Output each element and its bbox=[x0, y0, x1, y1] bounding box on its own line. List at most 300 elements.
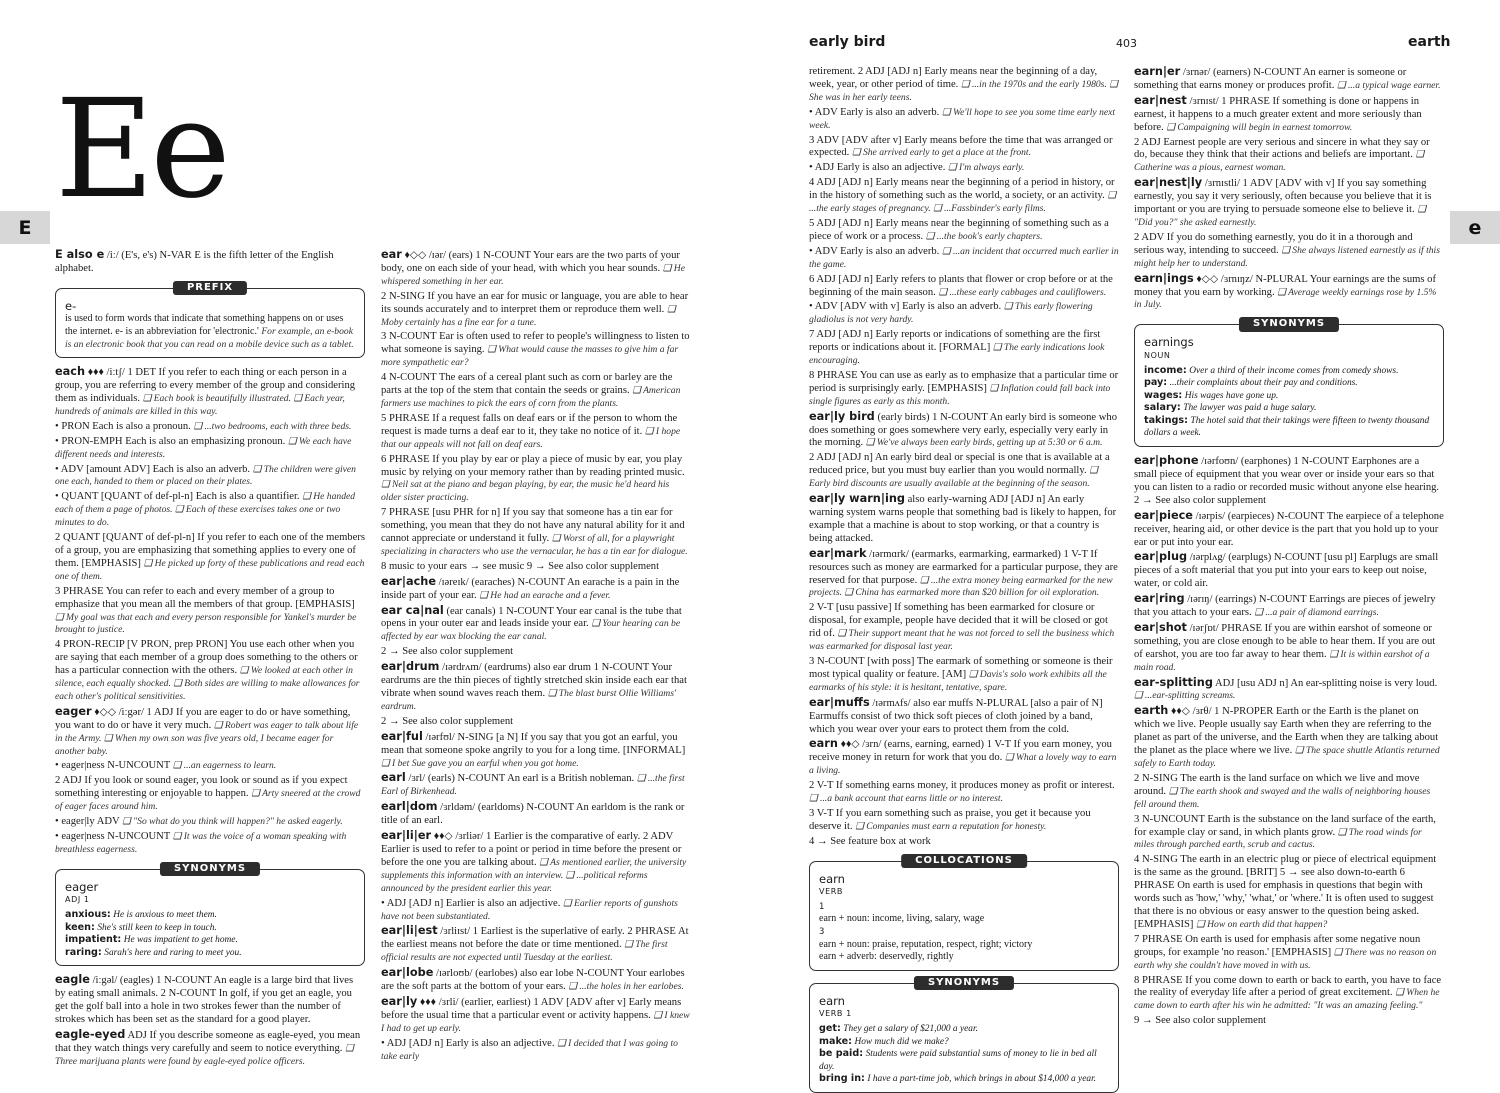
page-number: 403 bbox=[1116, 37, 1137, 50]
definition: 2 ADJ Earnest people are very serious and sincere in what they say or do, because they think that their actions and beliefs are important. bbox=[1134, 136, 1430, 161]
dictionary-entry bbox=[1134, 622, 1444, 675]
definition: /ɜrnɪstli/ 1 ADV [ADV with v] If you say something earnestly, you say it very seriously, often because you believe that it is important or you are trying to persuade someone else to believe it. bbox=[1134, 178, 1432, 216]
definition: 9 → See also color supplement bbox=[1134, 1015, 1267, 1027]
example: ❑ ...two bedrooms, each with three beds. bbox=[193, 420, 352, 432]
dictionary-entry bbox=[55, 464, 365, 490]
dictionary-entry bbox=[55, 639, 365, 704]
headword: ear ca|nal bbox=[381, 603, 444, 617]
example: ❑ ...an incident that occurred much earlier in the game. bbox=[809, 245, 1119, 270]
definition: /ɪərloʊb/ (earlobes) also ear lobe N-COUNT Your earlobes are the soft parts at the bottom of your ears. bbox=[381, 968, 685, 993]
headword: each bbox=[55, 365, 86, 379]
headword: ear|nest|ly bbox=[1134, 176, 1203, 190]
example: ❑ Worst of all, for a playwright specializing in characters who use the vernacular, he has a tin ear for dialogue. bbox=[381, 533, 688, 557]
definition: 4 N-SING The earth in an electric plug or piece of electrical equipment is the same as the ground. [BRIT] 5 → see also down-to-earth 6 PHRASE On earth is used for emphasis in questions that begin with words such as 'how,' 'why,' 'what,' or 'where.' It is often used to suggest that there is no obvious or easy answer to the question being asked. [EMPHASIS] bbox=[1134, 854, 1437, 930]
definition: 8 PHRASE You can use as early as to emphasize that a particular time or period is surprisingly early. [EMPHASIS] bbox=[809, 369, 1119, 394]
example: ❑ Your hearing can be affected by ear wax blocking the ear canal. bbox=[381, 618, 681, 643]
definition: 8 PHRASE If you come down to earth or back to earth, you have to face the reality of everyday life after a period of great excitement. bbox=[1134, 974, 1442, 999]
example: ❑ ...a bank account that earns little or no interest. bbox=[809, 793, 1003, 805]
example: ❑ ...a pair of diamond earrings. bbox=[1254, 607, 1379, 619]
sense-number: 3 bbox=[819, 927, 825, 938]
box-body: is used to form words that indicate that something happens on or uses the internet. e- is an abbreviation for 'electronic.' bbox=[65, 313, 344, 337]
definition: • ADV Early is also an adverb. bbox=[809, 245, 940, 257]
headword: ear|ring bbox=[1134, 592, 1185, 606]
guide-word-right: earth bbox=[1408, 34, 1451, 50]
headword: ear bbox=[381, 248, 402, 261]
definition: /ɪərʃɒt/ PHRASE If you are within earshot of someone or something, you are close enough to be able to hear them. If you are out of earshot, you are too far away to hear them. bbox=[1134, 622, 1436, 660]
headword: ear|lobe bbox=[381, 966, 434, 980]
example: ❑ Earlier reports of gunshots have not been substantiated. bbox=[381, 897, 678, 922]
headword: earn|er bbox=[1134, 65, 1181, 78]
headword: ear|ly bbox=[381, 994, 418, 1008]
definition: /ɪərmʌfs/ also ear muffs N-PLURAL [also a pair of N] Earmuffs consist of two thick soft pieces of cloth joined by a band, which you wear over your ears to protect them from the cold. bbox=[809, 697, 1103, 735]
synonym-word: wages: bbox=[1144, 389, 1183, 401]
example: ❑ I hope that our appeals will not fall on deaf ears. bbox=[381, 425, 681, 450]
dictionary-entry bbox=[1134, 934, 1444, 973]
dictionary-entry bbox=[1134, 705, 1444, 771]
synonym-item bbox=[1144, 390, 1434, 403]
dictionary-entry bbox=[1134, 273, 1444, 313]
definition: 7 PHRASE [usu PHR for n] If you say that someone has a tin ear for something, you mean that they do not have any natural ability for it and cannot appreciate or understand it fully. bbox=[381, 507, 685, 545]
headword: ear|li|est bbox=[381, 924, 438, 938]
definition: 2 N-SING The earth is the land surface on which we live and move around. bbox=[1134, 772, 1420, 797]
synonym-example: The lawyer was paid a huge salary. bbox=[1183, 403, 1317, 414]
dictionary-entry bbox=[381, 576, 691, 603]
definition: (early birds) 1 N-COUNT An early bird is someone who does something or goes somewhere very early, especially very early in the morning. bbox=[809, 411, 1118, 449]
thumb-tab-left: E bbox=[0, 211, 50, 244]
definition: • ADV Early is also an adverb. bbox=[809, 106, 940, 118]
column-1 bbox=[55, 248, 365, 1067]
dictionary-entry bbox=[1134, 975, 1444, 1014]
headword: ear|nest bbox=[1134, 93, 1187, 107]
example: ❑ Catherine was a pious, earnest woman. bbox=[1134, 149, 1425, 174]
dictionary-entry bbox=[1134, 95, 1444, 135]
example: ❑ ...these early cabbages and cauliflowers. bbox=[938, 286, 1107, 298]
example: ❑ Average weekly earnings rose by 1.5% in July. bbox=[1134, 286, 1437, 311]
dictionary-entry bbox=[809, 66, 1119, 105]
box-tag: COLLOCATIONS bbox=[901, 854, 1027, 869]
example: ❑ We've always been early birds, getting up at 5:30 or 6 a.m. bbox=[865, 437, 1103, 449]
definition: /ɪərmɑrk/ (earmarks, earmarking, earmarked) 1 V-T If resources such as money are earmarked for a particular purpose, they are reserved for that purpose. bbox=[809, 548, 1118, 586]
dictionary-entry bbox=[809, 329, 1119, 368]
dictionary-entry bbox=[55, 532, 365, 584]
entry-list bbox=[55, 974, 365, 1068]
collocation-line: earn + noun: praise, reputation, respect, right; victory bbox=[819, 938, 1033, 950]
example: ❑ ...ear-splitting screams. bbox=[1134, 690, 1236, 702]
synonym-example: He is anxious to meet them. bbox=[113, 910, 217, 920]
synonym-item bbox=[1144, 402, 1434, 415]
box-head: eager bbox=[65, 879, 99, 894]
dictionary-entry bbox=[381, 772, 691, 799]
headword: eagle bbox=[55, 973, 90, 987]
thumb-tab-right: e bbox=[1450, 211, 1500, 244]
example: ❑ She arrived early to get a place at the front. bbox=[851, 147, 1031, 159]
example: ❑ The first official results are not expected until Tuesday at the earliest. bbox=[381, 939, 668, 964]
synonym-example: Students were paid substantial sums of money to lie in bed all day. bbox=[819, 1049, 1097, 1072]
headword: earn|ings bbox=[1134, 271, 1194, 285]
entry-list bbox=[1134, 455, 1444, 1028]
synonym-word: keen: bbox=[65, 921, 95, 933]
definition: 2 V-T If something earns money, it produces money as profit or interest. bbox=[809, 780, 1115, 792]
dictionary-entry bbox=[381, 925, 691, 965]
definition: 7 PHRASE On earth is used for emphasis after some negative noun groups, for example 'no reason.' [EMPHASIS] bbox=[1134, 933, 1421, 958]
box-pos: ADJ 1 bbox=[65, 895, 90, 905]
example: ❑ He whispered something in her ear. bbox=[381, 262, 685, 287]
dictionary-entry bbox=[1134, 177, 1444, 230]
box-example: For example, an e-book is an electronic book that you can read on a mobile device such as a tablet. bbox=[65, 326, 354, 350]
definition: 3 PHRASE You can refer to each and every member of a group to emphasize that you mean all the members of that group. [EMPHASIS] bbox=[55, 585, 355, 610]
box-head: earn bbox=[819, 871, 845, 886]
box-pos: VERB 1 bbox=[819, 1009, 852, 1019]
synonym-item bbox=[819, 1036, 1109, 1049]
dictionary-entry bbox=[809, 411, 1119, 451]
example: ❑ I'm always early. bbox=[948, 162, 1025, 174]
example: ❑ "Did you?" she asked earnestly. bbox=[1134, 204, 1426, 228]
definition: also early-warning ADJ [ADJ n] An early warning system warns people that something bad is likely to happen, for example that a machine is about to stop working, or that a country is being attacked. bbox=[809, 494, 1117, 544]
example: ❑ I bet Sue gave you an earful when you got home. bbox=[381, 757, 579, 769]
synonym-item bbox=[1144, 415, 1434, 440]
dictionary-entry bbox=[55, 831, 365, 857]
headword: ear|piece bbox=[1134, 508, 1193, 522]
dictionary-entry bbox=[1134, 551, 1444, 591]
definition: 4 → See feature box at work bbox=[809, 835, 931, 847]
example: ❑ My goal was that each and every person responsible for Yankel's murder be brought to justice. bbox=[55, 611, 357, 636]
collocation-line: earn + adverb: deservedly, rightly bbox=[819, 951, 954, 963]
example: ❑ Moby certainly has a fine ear for a tune. bbox=[381, 303, 676, 328]
synonym-item bbox=[65, 922, 355, 935]
prefix-box bbox=[55, 281, 365, 358]
dictionary-entry bbox=[381, 646, 691, 659]
collocation-line: earn + noun: income, living, salary, wage bbox=[819, 913, 985, 925]
dictionary-entry bbox=[809, 274, 1119, 300]
dictionary-entry bbox=[55, 436, 365, 462]
dictionary-entry bbox=[381, 413, 691, 452]
definition: /ɪərdrʌm/ (eardrums) also ear drum 1 N-COUNT Your eardrums are the thin pieces of tightly stretched skin inside each ear that vibrate when sound waves reach them. bbox=[381, 662, 687, 699]
example: ❑ ...an eagerness to learn. bbox=[172, 760, 277, 772]
dictionary-entry bbox=[381, 830, 691, 896]
dictionary-entry bbox=[809, 177, 1119, 216]
headword: eager bbox=[55, 704, 92, 718]
headword: ear|ache bbox=[381, 574, 437, 588]
dictionary-entry bbox=[381, 454, 691, 506]
synonym-example: His wages have gone up. bbox=[1184, 390, 1279, 401]
definition: 4 N-COUNT The ears of a cereal plant such as corn or barley are the parts at the top of the stem that contain the seeds or grains. bbox=[381, 372, 673, 397]
dictionary-entry bbox=[55, 775, 365, 814]
dictionary-entry bbox=[809, 162, 1119, 175]
example: ❑ Arty sneered at the crowd of eager faces around him. bbox=[55, 788, 361, 813]
example: ❑ ...the holes in her earlobes. bbox=[568, 981, 684, 993]
example: ❑ ...in the 1970s and the early 1980s. ❑ She was in her early teens. bbox=[809, 78, 1118, 103]
sense-number: 1 bbox=[819, 901, 825, 912]
example: ❑ She always listened earnestly as if this might help her to understand. bbox=[1134, 244, 1440, 269]
definition: • ADV [amount ADV] Each is also an adverb. bbox=[55, 463, 251, 475]
definition: /ɪərɪŋ/ (earrings) N-COUNT Earrings are pieces of jewelry that you attach to your ears. bbox=[1134, 594, 1436, 619]
example: ❑ It was the voice of a woman speaking with breathless eagerness. bbox=[55, 831, 347, 855]
example: ❑ Early bird discounts are usually available at the beginning of the season. bbox=[809, 465, 1098, 490]
entry-list bbox=[55, 366, 365, 857]
example: ❑ There was no reason on earth why she couldn't have moved in with us. bbox=[1134, 946, 1437, 971]
dictionary-entry bbox=[1134, 814, 1444, 853]
definition: ♦◇◇ /ɪər/ (ears) 1 N-COUNT Your ears are the two parts of your body, one on each side of your head, with which you hear sounds. bbox=[381, 250, 680, 274]
dictionary-entry bbox=[809, 602, 1119, 654]
dictionary-entry bbox=[381, 1038, 691, 1064]
headword: ear|mark bbox=[809, 546, 867, 560]
example: ❑ He had an earache and a fever. bbox=[479, 589, 611, 601]
definition: 7 ADJ [ADJ n] Early reports or indications of something are the first reports or indications about it. [FORMAL] bbox=[809, 329, 1101, 354]
definition: ♦♦♦ /iːtʃ/ 1 DET If you refer to each thing or each person in a group, you are referring to every member of the group and considering them as individuals. bbox=[55, 367, 356, 404]
example: ❑ How on earth did that happen? bbox=[1196, 918, 1328, 930]
example: ❑ Davis's solo work exhibits all the earmarks of his style: it is hesitant, tentative, spare. bbox=[809, 668, 1107, 693]
definition: retirement. 2 ADJ [ADJ n] Early means near the beginning of a day, week, year, or other period of time. bbox=[809, 66, 1098, 90]
example: ❑ The blast burst Ollie Williams' eardrum. bbox=[381, 688, 676, 712]
definition: ♦♦◇ /ɜrliər/ 1 Earlier is the comparative of early. 2 ADV Earlier is used to refer to a point or period in time before the present or before the one you are talking about. bbox=[381, 831, 682, 868]
dictionary-entry bbox=[1134, 593, 1444, 620]
dictionary-entry bbox=[809, 452, 1119, 491]
synonym-word: be paid: bbox=[819, 1048, 864, 1060]
definition: 5 ADJ [ADJ n] Early means near the beginning of something such as a piece of work or a process. bbox=[809, 217, 1109, 242]
dictionary-entry bbox=[381, 801, 691, 828]
headword: ear|muffs bbox=[809, 695, 870, 709]
headword: E also e bbox=[55, 248, 105, 261]
synonym-word: impatient: bbox=[65, 934, 122, 946]
dictionary-entry bbox=[381, 291, 691, 330]
synonym-box bbox=[1134, 318, 1444, 447]
synonym-word: raring: bbox=[65, 946, 102, 958]
headword: earn bbox=[809, 737, 838, 751]
definition: 3 N-COUNT Ear is often used to refer to people's willingness to listen to what someone is saying. bbox=[381, 331, 690, 356]
dictionary-entry bbox=[55, 1029, 365, 1069]
dictionary-entry bbox=[809, 218, 1119, 244]
definition: ♦◇◇ /ɜrnɪŋz/ N-PLURAL Your earnings are the sums of money that you earn by working. bbox=[1134, 273, 1437, 298]
definition: 2 ADV If you do something earnestly, you do it in a thorough and serious way, intending to succeed. bbox=[1134, 231, 1413, 256]
example: ❑ It is within earshot of a main road. bbox=[1134, 648, 1430, 673]
dictionary-entry bbox=[381, 967, 691, 994]
synonym-word: salary: bbox=[1144, 402, 1181, 414]
dictionary-entry bbox=[1134, 1015, 1444, 1028]
definition: 6 PHRASE If you play by ear or play a piece of music by ear, you play music by relying on your memory rather than by reading printed music. bbox=[381, 453, 685, 478]
definition: ♦♦♦ /ɜrli/ (earlier, earliest) 1 ADV [ADV after v] Early means before the usual time that a particular event or activity happens. bbox=[381, 996, 682, 1021]
example: ❑ ...a typical wage earner. bbox=[1337, 79, 1441, 91]
example: ❑ I decided that I was going to take early bbox=[381, 1037, 678, 1062]
box-tag: PREFIX bbox=[173, 281, 247, 296]
definition: 2 → See also color supplement bbox=[381, 646, 514, 658]
headword: earl bbox=[381, 771, 406, 785]
example: ❑ We'll hope to see you some time early next week. bbox=[809, 106, 1116, 131]
headword: ear|shot bbox=[1134, 620, 1187, 634]
headword: ear|drum bbox=[381, 660, 440, 674]
definition: /iːgəl/ (eagles) 1 N-COUNT An eagle is a large bird that lives by eating small animals. 2 N-COUNT In golf, if you get an eagle, you get the golf ball into a hole in two strokes fewer than the number of strokes which has been set as the standard for a good player. bbox=[55, 975, 354, 1026]
headword: ear|ly bird bbox=[809, 409, 875, 423]
dictionary-entry bbox=[381, 996, 691, 1036]
definition: 2 → See also color supplement bbox=[381, 715, 514, 727]
synonym-list bbox=[819, 1023, 1109, 1086]
dictionary-entry bbox=[1134, 773, 1444, 812]
definition: • ADV [ADV with v] Early is also an adverb. bbox=[809, 301, 1002, 313]
dictionary-entry bbox=[381, 249, 691, 289]
synonym-word: get: bbox=[819, 1023, 841, 1034]
dictionary-entry bbox=[809, 135, 1119, 161]
example: ❑ The road winds for miles through parched earth, scrub and cactus. bbox=[1134, 826, 1422, 851]
dictionary-entry bbox=[809, 656, 1119, 695]
synonym-example: I have a part-time job, which brings in about $14,000 a year. bbox=[867, 1074, 1097, 1085]
example: ❑ He picked up forty of these publications and read each one of them. bbox=[55, 557, 365, 582]
definition: • eager|ness N-UNCOUNT bbox=[55, 760, 171, 772]
definition: /ɪərfoʊn/ (earphones) 1 N-COUNT Earphones are a small piece of equipment that you wear over or inside your ears so that you can listen to a radio or recorded music without anyone else hearing. 2 → See also color supplement bbox=[1134, 456, 1440, 506]
box-pos: NOUN bbox=[1144, 350, 1171, 360]
synonym-list bbox=[65, 909, 355, 959]
synonym-item bbox=[65, 947, 355, 960]
dictionary-entry bbox=[55, 491, 365, 530]
box-head: e- bbox=[65, 298, 77, 313]
box-tag: SYNONYMS bbox=[1239, 317, 1339, 332]
example: ❑ The space shuttle Atlantis returned safely to Earth today. bbox=[1134, 745, 1440, 769]
dictionary-entry bbox=[381, 561, 691, 574]
dictionary-entry bbox=[381, 898, 691, 924]
synonym-example: How much did we make? bbox=[854, 1036, 949, 1047]
definition: 6 ADJ [ADJ n] Early refers to plants that flower or crop before or at the beginning of the main season. bbox=[809, 273, 1113, 298]
dictionary-entry bbox=[55, 974, 365, 1027]
example: ❑ ...the extra money being earmarked for the new projects. ❑ China has earmarked more than $20 billion for oil exploration. bbox=[809, 574, 1113, 599]
definition: • ADJ [ADJ n] Early is also an adjective. bbox=[381, 1037, 555, 1049]
dictionary-entry bbox=[55, 706, 365, 759]
headword: earl|dom bbox=[381, 800, 438, 814]
definition: /ɜrliɪst/ 1 Earliest is the superlative of early. 2 PHRASE At the earliest means not before the date or time mentioned. bbox=[381, 926, 689, 951]
definition: 3 N-UNCOUNT Earth is the substance on the land surface of the earth, for example clay or sand, in which plants grow. bbox=[1134, 813, 1436, 838]
definition: ♦♦◇ /ɜrθ/ 1 N-PROPER Earth or the Earth is the planet on which we live. People usually say Earth when they are referring to the planet as part of the universe, and the Earth when they are talking about the planet as the place where we live. bbox=[1134, 706, 1439, 757]
definition: 3 ADV [ADV after v] Early means before the time that was arranged or expected. bbox=[809, 134, 1113, 159]
definition: /ɜrl/ (earls) N-COUNT An earl is a British nobleman. bbox=[408, 773, 635, 785]
example: ❑ Campaigning will begin in earnest tomorrow. bbox=[1166, 121, 1353, 133]
definition: • eager|ly ADV bbox=[55, 816, 120, 828]
dictionary-entry bbox=[1134, 66, 1444, 93]
synonym-item bbox=[65, 909, 355, 922]
definition: /ɪərpis/ (earpieces) N-COUNT The earpiece of a telephone receiver, hearing aid, or other device is the part that you hold up to your ear or put into your ear. bbox=[1134, 510, 1444, 548]
definition: ♦♦◇ /ɜrn/ (earns, earning, earned) 1 V-T If you earn money, you receive money in return for work that you do. bbox=[809, 739, 1112, 764]
synonym-example: He was impatient to get home. bbox=[123, 935, 238, 946]
definition: (ear canals) 1 N-COUNT Your ear canal is the tube that opens in your outer ear and leads inside your ear. bbox=[381, 605, 682, 630]
dictionary-entry bbox=[55, 816, 365, 829]
dictionary-entry bbox=[381, 331, 691, 370]
synonym-item bbox=[1144, 365, 1434, 378]
synonym-example: Over a third of their income comes from comedy shows. bbox=[1189, 365, 1399, 376]
synonym-word: takings: bbox=[1144, 414, 1188, 426]
entry-list bbox=[809, 66, 1119, 849]
example: ❑ Three marijuana plants were found by eagle-eyed police officers. bbox=[55, 1042, 354, 1067]
example: ❑ What would cause the masses to give him a far more sympathetic ear? bbox=[381, 344, 679, 369]
definition: 5 PHRASE If a request falls on deaf ears or if the person to whom the request is made turns a deaf ear to it, they take no notice of it. bbox=[381, 412, 678, 437]
box-tag: SYNONYMS bbox=[160, 862, 260, 877]
example: ❑ ...the book's early chapters. bbox=[925, 230, 1043, 242]
definition: ADJ [usu ADJ n] An ear-splitting noise is very loud. bbox=[1214, 677, 1438, 689]
dictionary-entry bbox=[809, 493, 1119, 546]
headword: ear|plug bbox=[1134, 550, 1188, 564]
example: ❑ Their support meant that he was not forced to sell the business which was earmarked for disposal last year. bbox=[809, 628, 1115, 653]
example: ❑ American farmers use machines to pick the ears of corn from the plants. bbox=[381, 385, 681, 409]
dictionary-entry bbox=[381, 372, 691, 411]
headword: ear-splitting bbox=[1134, 675, 1213, 689]
definition: /ɪəreɪk/ (earaches) N-COUNT An earache is a pain in the inside part of your ear. bbox=[381, 576, 680, 601]
example: ❑ Neil sat at the piano and began playing, by ear, the music he'd heard his older sister practicing. bbox=[381, 479, 670, 504]
synonym-item bbox=[819, 1048, 1109, 1073]
example: ❑ As mentioned earlier, the university supplements this information with an interview. ❑ ...political reforms announced by the president earlier this year. bbox=[381, 856, 687, 894]
column-2 bbox=[381, 248, 691, 1062]
definition: 2 ADJ If you look or sound eager, you look or sound as if you expect something interesting or enjoyable to happen. bbox=[55, 775, 348, 800]
box-tag: SYNONYMS bbox=[914, 976, 1014, 991]
dictionary-entry bbox=[809, 836, 1119, 849]
definition: /ɜrnər/ (earners) N-COUNT An earner is someone or something that earns money or produces profit. bbox=[1134, 67, 1407, 91]
entry-list bbox=[381, 249, 691, 1063]
dictionary-entry bbox=[1134, 455, 1444, 508]
dictionary-entry bbox=[809, 738, 1119, 778]
dictionary-entry bbox=[55, 586, 365, 638]
synonym-example: She's still keen to keep in touch. bbox=[97, 922, 217, 933]
definition: • eager|ness N-UNCOUNT bbox=[55, 831, 171, 842]
guide-word-left: early bird bbox=[809, 34, 886, 50]
synonym-example: Sarah's here and raring to meet you. bbox=[104, 947, 242, 958]
headword: ear|phone bbox=[1134, 454, 1199, 468]
headword: eagle-eyed bbox=[55, 1028, 126, 1041]
definition: /iː/ (E's, e's) N-VAR E is the fifth letter of the English alphabet. bbox=[55, 250, 334, 274]
dictionary-entry bbox=[809, 301, 1119, 327]
dictionary-entry bbox=[1134, 232, 1444, 271]
synonym-item bbox=[819, 1023, 1109, 1036]
headword: ear|li|er bbox=[381, 829, 432, 843]
definition: ADJ If you describe someone as eagle-eyed, you mean that they watch things very carefully and seem to notice everything. bbox=[55, 1030, 361, 1054]
definition: ♦◇◇ /iːgər/ 1 ADJ If you are eager to do or have something, you want to do or have it very much. bbox=[55, 706, 351, 731]
example: ❑ ...the first Earl of Birkenhead. bbox=[381, 773, 685, 798]
synonym-item bbox=[65, 934, 355, 947]
synonym-word: pay: bbox=[1144, 377, 1168, 389]
synonym-word: bring in: bbox=[819, 1073, 865, 1085]
definition: /ɜrnɪst/ 1 PHRASE If something is done or happens in earnest, it happens to a much greater extent and more seriously than before. bbox=[1134, 95, 1422, 133]
definition: 8 music to your ears → see music 9 → See also color supplement bbox=[381, 560, 660, 572]
definition: 2 N-SING If you have an ear for music or language, you are able to hear its sounds accurately and to interpret them or reproduce them well. bbox=[381, 290, 689, 315]
box-pos: VERB bbox=[819, 887, 843, 897]
dictionary-entry bbox=[55, 760, 365, 773]
column-4 bbox=[1134, 66, 1444, 1056]
dictionary-entry bbox=[809, 107, 1119, 133]
definition: 3 N-COUNT [with poss] The earmark of something or someone is their most typical quality or feature. [AM] bbox=[809, 655, 1113, 680]
definition: 2 V-T [usu passive] If something has been earmarked for closure or disposal, for example, people have decided that it will be closed or got rid of. bbox=[809, 602, 1108, 640]
collocations-box bbox=[809, 854, 1119, 971]
synonym-word: income: bbox=[1144, 364, 1187, 376]
example: ❑ Robert was eager to talk about life in the Army. ❑ When my own son was five years old, I became eager for another baby. bbox=[55, 719, 359, 757]
example: ❑ ...the early stages of pregnancy. ❑ ...Fassbinder's early films. bbox=[809, 190, 1117, 215]
definition: • PRON-EMPH Each is also an emphasizing pronoun. bbox=[55, 435, 286, 447]
example: ❑ Each book is beautifully illustrated. ❑ Each year, hundreds of animals are killed in this way. bbox=[55, 393, 345, 417]
example: ❑ What a lovely way to earn a living. bbox=[809, 752, 1117, 777]
synonym-word: make: bbox=[819, 1035, 852, 1047]
dictionary-entry bbox=[1134, 137, 1444, 176]
example: ❑ "So what do you think will happen?" he asked eagerly. bbox=[122, 816, 343, 828]
definition: • ADJ [ADJ n] Earlier is also an adjective. bbox=[381, 897, 561, 909]
definition: /ɜrldəm/ (earldoms) N-COUNT An earldom is the rank or title of an earl. bbox=[381, 802, 685, 827]
dictionary-entry bbox=[1134, 854, 1444, 931]
dictionary-entry bbox=[381, 507, 691, 559]
synonym-word: anxious: bbox=[65, 909, 111, 920]
dictionary-entry bbox=[809, 697, 1119, 737]
dictionary-entry bbox=[809, 808, 1119, 834]
dictionary-entry bbox=[381, 605, 691, 645]
entry-e bbox=[55, 249, 365, 276]
dictionary-entry bbox=[809, 548, 1119, 601]
dictionary-entry bbox=[55, 366, 365, 419]
box-head: earnings bbox=[1144, 335, 1194, 350]
headword: ear|ful bbox=[381, 729, 423, 743]
example: ❑ The early indications look encouraging. bbox=[809, 342, 1105, 367]
dictionary-entry bbox=[809, 246, 1119, 272]
definition: 2 ADJ [ADJ n] An early bird deal or special is one that is available at a reduced price, but you must buy earlier than you would normally. bbox=[809, 452, 1110, 477]
definition: • QUANT [QUANT of def-pl-n] Each is also a quantifier. bbox=[55, 491, 300, 503]
